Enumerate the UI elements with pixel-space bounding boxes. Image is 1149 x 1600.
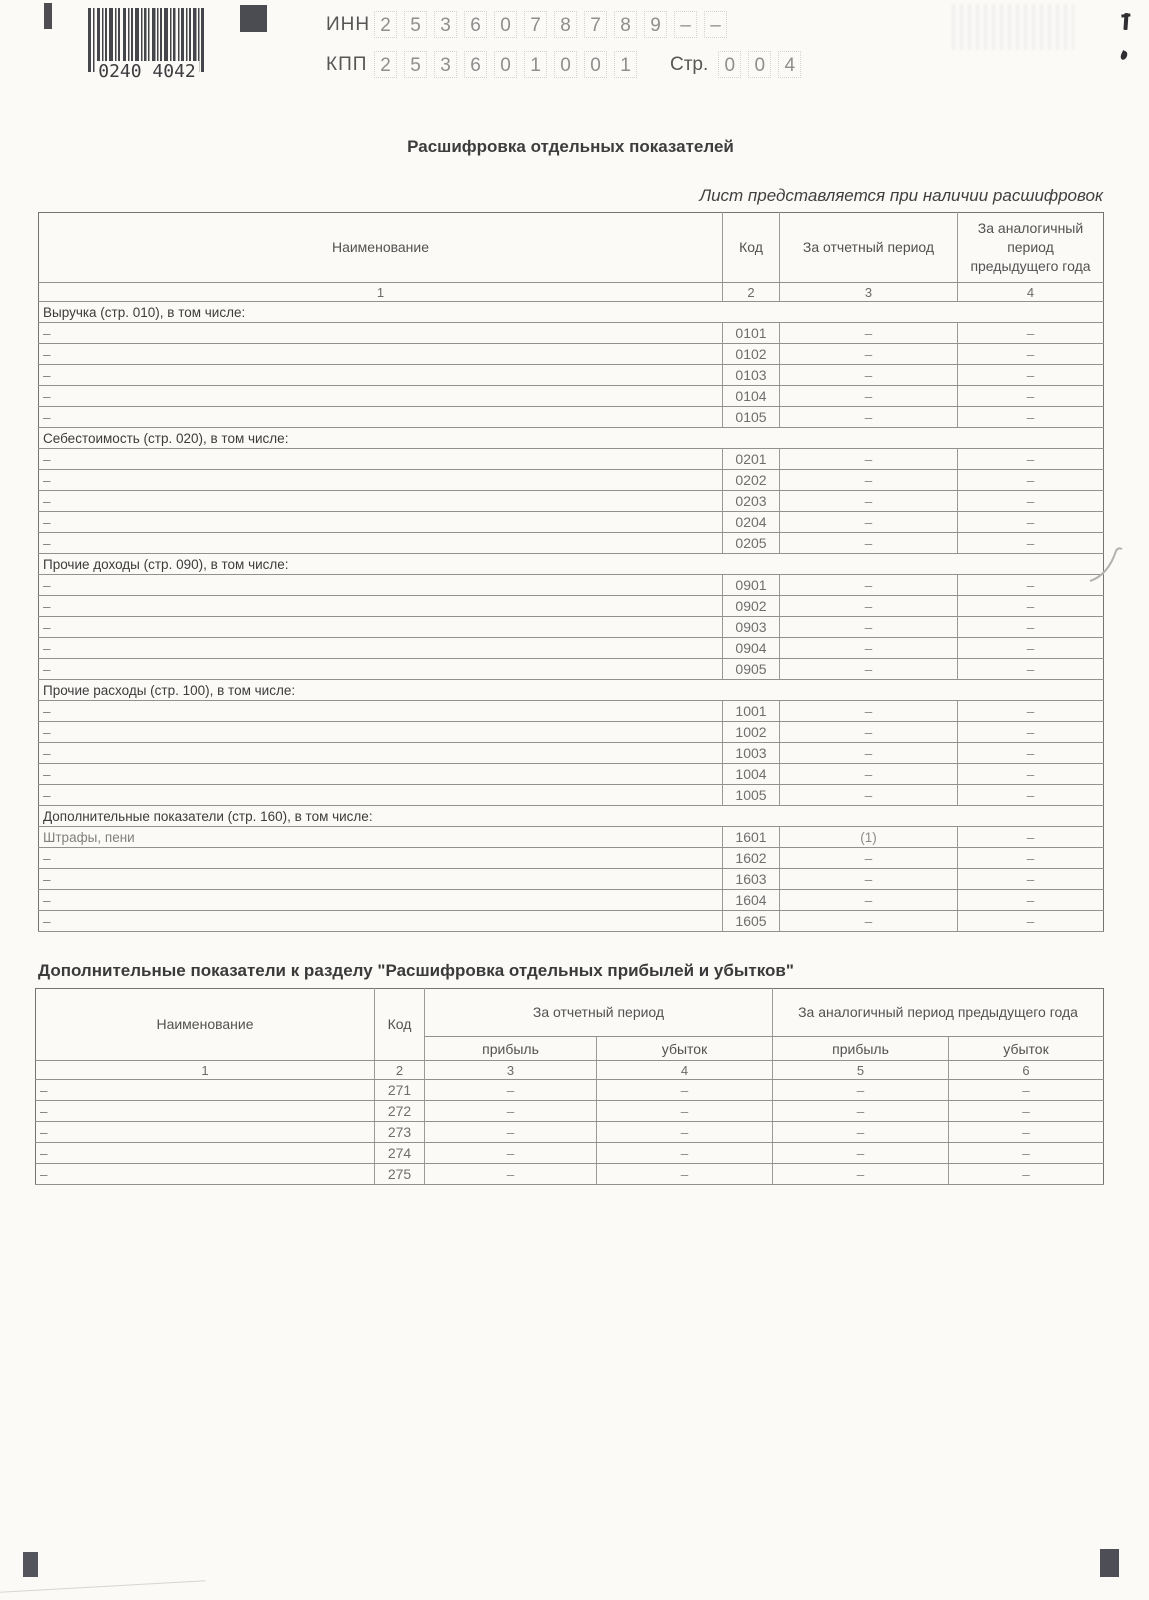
name-cell: – bbox=[39, 491, 723, 512]
page-curl-artifact bbox=[1088, 545, 1132, 587]
header-name: Наименование bbox=[36, 989, 375, 1061]
value-cell: – bbox=[425, 1080, 597, 1101]
code-cell: 0204 bbox=[723, 512, 780, 533]
col-number: 1 bbox=[39, 283, 723, 302]
inn-row bbox=[326, 11, 734, 38]
digit-cell: 1 bbox=[614, 51, 637, 78]
value-cell: – bbox=[958, 722, 1104, 743]
name-cell: – bbox=[39, 911, 723, 932]
value-cell: – bbox=[958, 470, 1104, 491]
code-cell: 0205 bbox=[723, 533, 780, 554]
section-row bbox=[39, 428, 1104, 449]
ink-smudge-artifact bbox=[1119, 50, 1128, 61]
data-row bbox=[36, 1164, 1104, 1185]
value-cell: – bbox=[780, 449, 958, 470]
value-cell: – bbox=[958, 344, 1104, 365]
value-cell: – bbox=[949, 1101, 1104, 1122]
kpp-digit-cells bbox=[374, 51, 644, 78]
value-cell: – bbox=[958, 869, 1104, 890]
data-row bbox=[39, 743, 1104, 764]
section-title: Прочие расходы (стр. 100), в том числе: bbox=[39, 680, 1104, 701]
data-row bbox=[39, 344, 1104, 365]
name-cell: – bbox=[39, 365, 723, 386]
col-number: 4 bbox=[958, 283, 1104, 302]
name-cell: – bbox=[39, 848, 723, 869]
name-cell: – bbox=[39, 449, 723, 470]
code-cell: 1604 bbox=[723, 890, 780, 911]
code-cell: 0201 bbox=[723, 449, 780, 470]
form-barcode bbox=[88, 8, 206, 80]
data-row bbox=[39, 512, 1104, 533]
column-number-row bbox=[36, 1061, 1104, 1080]
name-cell: – bbox=[39, 701, 723, 722]
digit-cell: 7 bbox=[524, 11, 547, 38]
value-cell: – bbox=[958, 890, 1104, 911]
code-cell: 275 bbox=[375, 1164, 425, 1185]
name-cell: – bbox=[39, 659, 723, 680]
value-cell: – bbox=[780, 407, 958, 428]
data-row bbox=[39, 365, 1104, 386]
digit-cell: 0 bbox=[584, 51, 607, 78]
digit-cell: 0 bbox=[718, 51, 741, 78]
data-row bbox=[39, 827, 1104, 848]
value-cell: – bbox=[780, 785, 958, 806]
value-cell: – bbox=[780, 596, 958, 617]
value-cell: – bbox=[773, 1080, 949, 1101]
ghost-barcode-artifact bbox=[952, 4, 1074, 50]
name-cell: – bbox=[39, 512, 723, 533]
value-cell: – bbox=[780, 764, 958, 785]
value-cell: – bbox=[958, 701, 1104, 722]
header-prev-period: За аналогичный период предыдущего года bbox=[773, 989, 1104, 1037]
data-row bbox=[39, 785, 1104, 806]
col-number: 3 bbox=[425, 1061, 597, 1080]
data-row bbox=[39, 722, 1104, 743]
name-cell: – bbox=[39, 722, 723, 743]
value-cell: – bbox=[949, 1122, 1104, 1143]
value-cell: – bbox=[958, 512, 1104, 533]
col-number: 3 bbox=[780, 283, 958, 302]
value-cell: – bbox=[958, 827, 1104, 848]
value-cell: – bbox=[425, 1101, 597, 1122]
note-line: Лист представляется при наличии расшифровок bbox=[699, 186, 1103, 205]
value-cell: – bbox=[597, 1164, 773, 1185]
value-cell: – bbox=[780, 890, 958, 911]
section-title: Прочие доходы (стр. 090), в том числе: bbox=[39, 554, 1104, 575]
value-cell: – bbox=[780, 470, 958, 491]
value-cell: – bbox=[958, 533, 1104, 554]
value-cell: – bbox=[780, 617, 958, 638]
value-cell: – bbox=[773, 1122, 949, 1143]
digit-cell: 6 bbox=[464, 51, 487, 78]
value-cell: – bbox=[958, 386, 1104, 407]
code-cell: 0101 bbox=[723, 323, 780, 344]
section-title: Выручка (стр. 010), в том числе: bbox=[39, 302, 1104, 323]
section-row bbox=[39, 302, 1104, 323]
value-cell: – bbox=[958, 407, 1104, 428]
page-number-label: Стр. bbox=[670, 53, 709, 75]
section-row bbox=[39, 554, 1104, 575]
table-header-row bbox=[39, 213, 1104, 283]
data-row bbox=[39, 470, 1104, 491]
value-cell: – bbox=[958, 491, 1104, 512]
data-row bbox=[39, 659, 1104, 680]
data-row bbox=[36, 1143, 1104, 1164]
value-cell: – bbox=[958, 785, 1104, 806]
digit-cell: 7 bbox=[584, 11, 607, 38]
data-row bbox=[39, 869, 1104, 890]
digit-cell: 8 bbox=[554, 11, 577, 38]
code-cell: 1005 bbox=[723, 785, 780, 806]
kpp-label: КПП bbox=[326, 53, 368, 75]
name-cell: – bbox=[39, 323, 723, 344]
code-cell: 0202 bbox=[723, 470, 780, 491]
value-cell: – bbox=[780, 533, 958, 554]
col-number: 6 bbox=[949, 1061, 1104, 1080]
code-cell: 273 bbox=[375, 1122, 425, 1143]
value-cell: – bbox=[780, 575, 958, 596]
inn-digit-cells bbox=[374, 11, 734, 38]
value-cell: – bbox=[949, 1164, 1104, 1185]
name-cell: – bbox=[39, 617, 723, 638]
header-prev-period: За аналогичный период предыдущего года bbox=[958, 213, 1104, 283]
value-cell: – bbox=[949, 1143, 1104, 1164]
value-cell: – bbox=[958, 365, 1104, 386]
data-row bbox=[39, 386, 1104, 407]
data-row bbox=[36, 1122, 1104, 1143]
section-title: Себестоимость (стр. 020), в том числе: bbox=[39, 428, 1104, 449]
digit-cell: 2 bbox=[374, 11, 397, 38]
name-cell: – bbox=[39, 470, 723, 491]
data-row bbox=[39, 491, 1104, 512]
second-table-title: Дополнительные показатели к разделу "Расшифровка отдельных прибылей и убытков" bbox=[38, 961, 794, 980]
digit-cell: 9 bbox=[644, 11, 667, 38]
data-row bbox=[39, 848, 1104, 869]
value-cell: – bbox=[958, 911, 1104, 932]
value-cell: – bbox=[958, 764, 1104, 785]
code-cell: 271 bbox=[375, 1080, 425, 1101]
value-cell: – bbox=[425, 1143, 597, 1164]
section-row bbox=[39, 806, 1104, 827]
code-cell: 0103 bbox=[723, 365, 780, 386]
col-number: 2 bbox=[375, 1061, 425, 1080]
name-cell: – bbox=[39, 596, 723, 617]
page-title: Расшифровка отдельных показателей bbox=[407, 137, 734, 156]
header-code: Код bbox=[375, 989, 425, 1061]
name-cell: – bbox=[39, 764, 723, 785]
data-row bbox=[36, 1080, 1104, 1101]
name-cell: – bbox=[36, 1080, 375, 1101]
code-cell: 1001 bbox=[723, 701, 780, 722]
table-header-row bbox=[36, 989, 1104, 1037]
code-cell: 0104 bbox=[723, 386, 780, 407]
value-cell: – bbox=[780, 848, 958, 869]
header-period: За отчетный период bbox=[425, 989, 773, 1037]
inn-label: ИНН bbox=[326, 13, 371, 35]
header-name: Наименование bbox=[39, 213, 723, 283]
digit-cell: 2 bbox=[374, 51, 397, 78]
scan-edge-artifact bbox=[0, 1580, 206, 1593]
header-loss: убыток bbox=[597, 1037, 773, 1061]
digit-cell: 1 bbox=[524, 51, 547, 78]
digit-cell: 0 bbox=[494, 11, 517, 38]
value-cell: – bbox=[958, 659, 1104, 680]
value-cell: – bbox=[958, 848, 1104, 869]
section-row bbox=[39, 680, 1104, 701]
data-row bbox=[39, 596, 1104, 617]
name-cell: – bbox=[39, 890, 723, 911]
header-period: За отчетный период bbox=[780, 213, 958, 283]
value-cell: – bbox=[597, 1143, 773, 1164]
column-number-row bbox=[39, 283, 1104, 302]
anchor-square-bottom-left bbox=[23, 1552, 38, 1577]
data-row bbox=[39, 764, 1104, 785]
value-cell: – bbox=[780, 722, 958, 743]
digit-cell: 0 bbox=[554, 51, 577, 78]
code-cell: 1605 bbox=[723, 911, 780, 932]
name-cell: – bbox=[39, 869, 723, 890]
code-cell: 0902 bbox=[723, 596, 780, 617]
col-number: 4 bbox=[597, 1061, 773, 1080]
data-row bbox=[39, 407, 1104, 428]
code-cell: 272 bbox=[375, 1101, 425, 1122]
value-cell: (1) bbox=[780, 827, 958, 848]
code-cell: 0102 bbox=[723, 344, 780, 365]
name-cell: – bbox=[36, 1101, 375, 1122]
digit-cell: – bbox=[704, 11, 727, 38]
header-profit: прибыль bbox=[425, 1037, 597, 1061]
digit-cell: 0 bbox=[748, 51, 771, 78]
code-cell: 1003 bbox=[723, 743, 780, 764]
value-cell: – bbox=[780, 701, 958, 722]
data-row bbox=[39, 617, 1104, 638]
data-row bbox=[39, 533, 1104, 554]
anchor-square-top bbox=[240, 5, 267, 32]
value-cell: – bbox=[780, 743, 958, 764]
value-cell: – bbox=[773, 1143, 949, 1164]
digit-cell: 4 bbox=[778, 51, 801, 78]
value-cell: – bbox=[958, 617, 1104, 638]
code-cell: 1002 bbox=[723, 722, 780, 743]
value-cell: – bbox=[780, 365, 958, 386]
value-cell: – bbox=[780, 512, 958, 533]
name-cell: – bbox=[39, 638, 723, 659]
value-cell: – bbox=[780, 638, 958, 659]
ink-smudge-artifact bbox=[1123, 13, 1128, 30]
data-row bbox=[39, 575, 1104, 596]
registration-mark bbox=[44, 3, 52, 29]
value-cell: – bbox=[597, 1122, 773, 1143]
name-cell: – bbox=[36, 1122, 375, 1143]
digit-cell: 5 bbox=[404, 11, 427, 38]
data-row bbox=[39, 449, 1104, 470]
code-cell: 1602 bbox=[723, 848, 780, 869]
col-number: 5 bbox=[773, 1061, 949, 1080]
code-cell: 0905 bbox=[723, 659, 780, 680]
code-cell: 1004 bbox=[723, 764, 780, 785]
code-cell: 0904 bbox=[723, 638, 780, 659]
digit-cell: – bbox=[674, 11, 697, 38]
name-cell: – bbox=[39, 743, 723, 764]
col-number: 2 bbox=[723, 283, 780, 302]
value-cell: – bbox=[780, 386, 958, 407]
name-cell: – bbox=[39, 533, 723, 554]
digit-cell: 0 bbox=[494, 51, 517, 78]
value-cell: – bbox=[780, 323, 958, 344]
data-row bbox=[36, 1101, 1104, 1122]
value-cell: – bbox=[780, 491, 958, 512]
value-cell: – bbox=[958, 743, 1104, 764]
kpp-row bbox=[326, 51, 808, 78]
data-row bbox=[39, 701, 1104, 722]
name-cell: Штрафы, пени bbox=[39, 827, 723, 848]
code-cell: 0901 bbox=[723, 575, 780, 596]
digit-cell: 5 bbox=[404, 51, 427, 78]
data-row bbox=[39, 638, 1104, 659]
value-cell: – bbox=[949, 1080, 1104, 1101]
name-cell: – bbox=[39, 344, 723, 365]
code-cell: 1601 bbox=[723, 827, 780, 848]
code-cell: 1603 bbox=[723, 869, 780, 890]
value-cell: – bbox=[958, 638, 1104, 659]
value-cell: – bbox=[780, 911, 958, 932]
value-cell: – bbox=[597, 1080, 773, 1101]
name-cell: – bbox=[36, 1143, 375, 1164]
code-cell: 0203 bbox=[723, 491, 780, 512]
value-cell: – bbox=[780, 869, 958, 890]
code-cell: 274 bbox=[375, 1143, 425, 1164]
section-title: Дополнительные показатели (стр. 160), в том числе: bbox=[39, 806, 1104, 827]
value-cell: – bbox=[425, 1164, 597, 1185]
digit-cell: 3 bbox=[434, 51, 457, 78]
page-number-digit-cells bbox=[718, 51, 808, 78]
value-cell: – bbox=[597, 1101, 773, 1122]
name-cell: – bbox=[39, 575, 723, 596]
value-cell: – bbox=[958, 323, 1104, 344]
digit-cell: 8 bbox=[614, 11, 637, 38]
name-cell: – bbox=[36, 1164, 375, 1185]
data-row bbox=[39, 911, 1104, 932]
name-cell: – bbox=[39, 386, 723, 407]
code-cell: 0903 bbox=[723, 617, 780, 638]
value-cell: – bbox=[780, 344, 958, 365]
value-cell: – bbox=[773, 1164, 949, 1185]
header-code: Код bbox=[723, 213, 780, 283]
value-cell: – bbox=[958, 449, 1104, 470]
value-cell: – bbox=[425, 1122, 597, 1143]
barcode-number: 0240 4042 bbox=[95, 61, 199, 82]
breakdown-table bbox=[38, 212, 1104, 932]
header-profit: прибыль bbox=[773, 1037, 949, 1061]
value-cell: – bbox=[958, 575, 1104, 596]
digit-cell: 3 bbox=[434, 11, 457, 38]
code-cell: 0105 bbox=[723, 407, 780, 428]
name-cell: – bbox=[39, 407, 723, 428]
name-cell: – bbox=[39, 785, 723, 806]
value-cell: – bbox=[773, 1101, 949, 1122]
value-cell: – bbox=[780, 659, 958, 680]
digit-cell: 6 bbox=[464, 11, 487, 38]
data-row bbox=[39, 323, 1104, 344]
header-loss: убыток bbox=[949, 1037, 1104, 1061]
data-row bbox=[39, 890, 1104, 911]
value-cell: – bbox=[958, 596, 1104, 617]
anchor-square-bottom-right bbox=[1100, 1549, 1119, 1577]
col-number: 1 bbox=[36, 1061, 375, 1080]
additional-indicators-table bbox=[35, 988, 1104, 1185]
